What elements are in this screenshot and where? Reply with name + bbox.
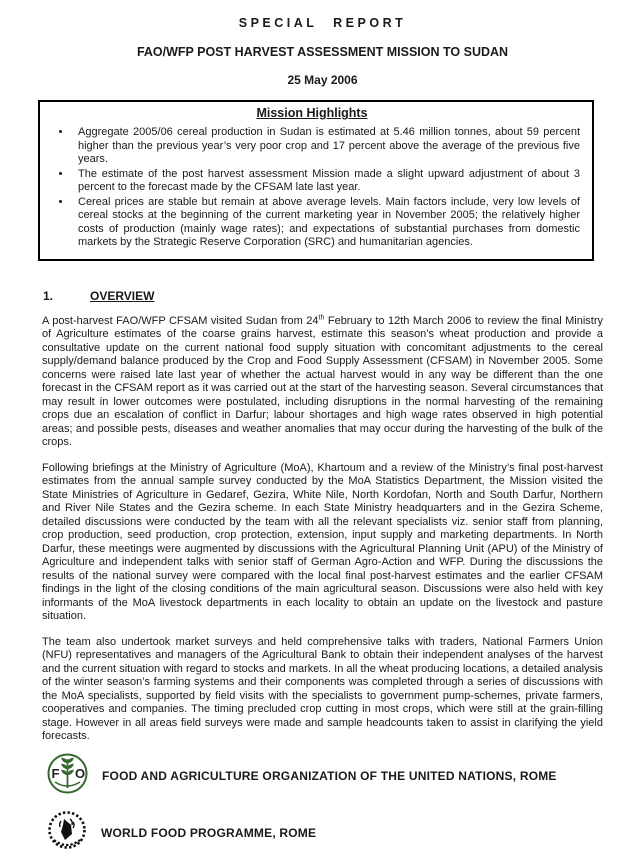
highlight-bullet-2: • The estimate of the post harvest assessment Mission made a slight upward adjustment of about 3 percent to the forecast made by the CFSAM late last year.	[72, 168, 580, 195]
paragraph-1-text-continued: February to 12th March 2006 to review the final Ministry of Agriculture estimates of the coarse grains harvest, estimate this season’s wheat production and provide a consultative update on the current national food supply situation with concomitant adjustments to the cereal supply/demand balance produced by the Crop and Food Supply Assessment (CFSAM) in November 2005. Some concerns were raised late last year of whether the actual harvest would in any way be different than the one forecast in the CFSAM report as it was carried out at the start of the harvesting season. Several circumstances that may result in lower outcomes were postulated, including disruptions in the normal harvesting of the remaining crops due an escalation of conflict in Darfur; labour shortages and high wage rates observed in high potential areas; and possible pests, diseases and weather anomalies that may occur during the harvesting of the bulk of the crops.	[42, 314, 603, 448]
fao-logo-icon	[47, 753, 88, 799]
svg-text:F: F	[51, 765, 60, 781]
paragraph-1-text: A post-harvest FAO/WFP CFSAM visited Sudan from 24	[42, 314, 319, 327]
page-title: FAO/WFP POST HARVEST ASSESSMENT MISSION TO SUDAN	[136, 45, 509, 59]
svg-text:O: O	[75, 765, 86, 781]
mission-highlights-heading: Mission Highlights	[256, 106, 368, 120]
highlight-bullet-1: • Aggregate 2005/06 cereal production in Sudan is estimated at 5.46 million tonnes, about 59 percent higher than the previous year’s very poor crop and 17 percent above the average of the previous five years.	[72, 126, 580, 167]
section-number: 1.	[43, 288, 54, 303]
overview-paragraph-1	[42, 315, 603, 450]
wfp-label: WORLD FOOD PROGRAMME, ROME	[101, 825, 317, 840]
report-date: 25 May 2006	[287, 73, 358, 87]
mission-highlights-box	[38, 100, 594, 261]
wfp-logo-icon	[47, 810, 87, 856]
wfp-footer-row	[47, 810, 603, 856]
fao-label: FOOD AND AGRICULTURE ORGANIZATION OF THE UNITED NATIONS, ROME	[102, 768, 557, 783]
report-kicker: SPECIAL REPORT	[238, 16, 407, 30]
section-title: OVERVIEW	[90, 288, 155, 303]
mission-highlights-list	[44, 126, 580, 250]
ordinal-superscript: th	[318, 313, 325, 321]
overview-section-heading	[43, 289, 603, 303]
overview-paragraph-3: The team also undertook market surveys and held comprehensive talks with traders, National Farmers Union (NFU) representatives and managers of the Agricultural Bank to obtain their independent analyses of the harvest and the current situation with regard to stocks and markets. In all the wheat producing locations, a detailed analysis of the winter season’s farming systems and their components was completed through a series of discussions with the MoA specialists, supported by field visits with the specialists to government pump-schemes, private farmers, cooperatives and companies. The timing precluded crop cutting in most crops, which were still at the grain-filling stage. However in all areas field surveys were made and sample headcounts taken to assist in clarifying the yield forecasts.	[42, 635, 603, 742]
fao-footer-row	[47, 753, 603, 799]
highlight-bullet-3: • Cereal prices are stable but remain at above average levels. Main factors include, very low levels of cereal stocks at the beginning of the current marketing year in November 2005; the relatively higher costs of production (mainly wage rates); and expectations of substantial purchases from domestic markets by the Strategic Reserve Corporation (SRC) and humanitarian agencies.	[72, 196, 580, 250]
overview-paragraph-2: Following briefings at the Ministry of Agriculture (MoA), Khartoum and a review of the Ministry’s final post-harvest estimates from the annual sample survey conducted by the MoA Statistics Department, the Mission visited the State Ministries of Agriculture in Gedaref, Gezira, White Nile, North Kordofan, North and South Darfur, Northern and River Nile States and the Gezira scheme. In each State Ministry headquarters and in the Gezira Scheme, detailed discussions were conducted by the team with all the relevant specialists viz. senior staff from planning, crop production, seed production, crop protection, extension, input supply and marketing departments. In North Darfur, these meetings were augmented by discussions with the Agricultural Planning Unit (APU) of the Ministry of Agriculture and independent talks with senior staff of German Agro-Action and WFP. During the discussions the results of the national survey were compared with the local final post-harvest estimates and the earlier CFSAM findings in the light of the closing conditions of the main agricultural season. Discussions were also held with key informants of the MoA livestock departments in each locality to obtain an update on the livestock and pasture situation.	[42, 461, 603, 622]
